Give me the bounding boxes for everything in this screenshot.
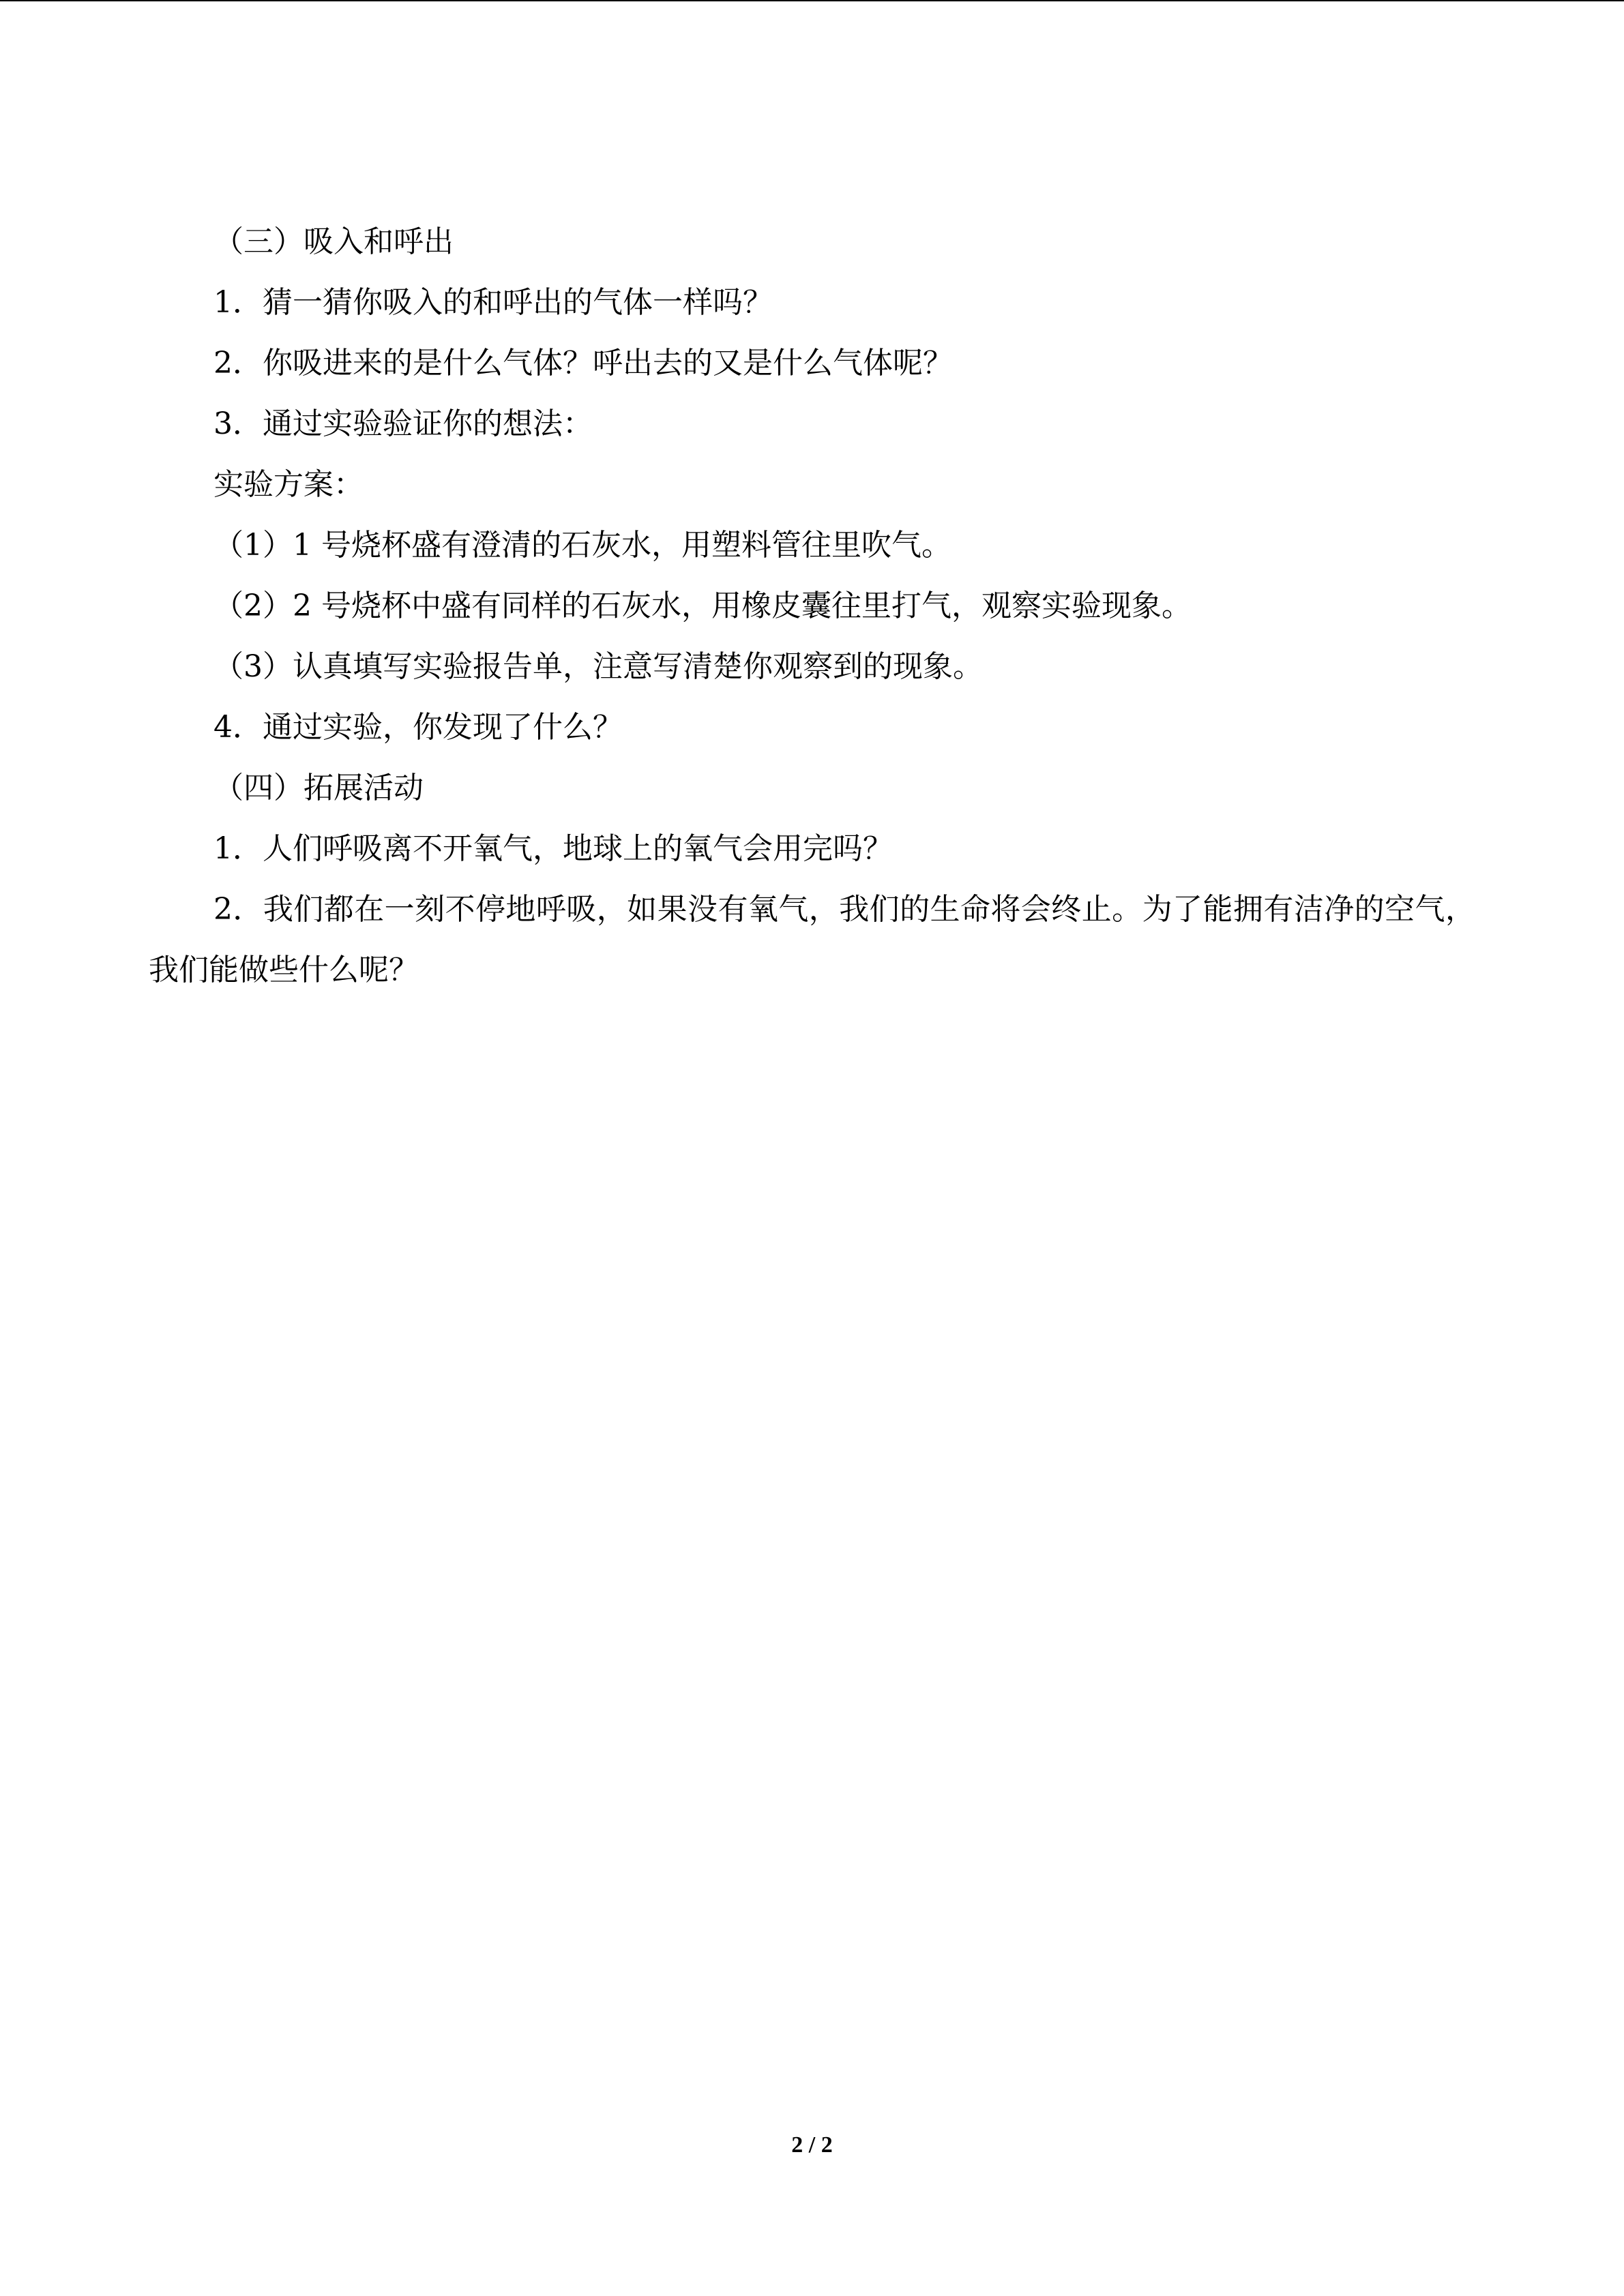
document-body xyxy=(149,211,1475,1000)
experiment-step-3: （3）认真填写实验报告单，注意写清楚你观察到的现象。 xyxy=(213,649,983,684)
question-2: 2．你吸进来的是什么气体？呼出去的又是什么气体呢？ xyxy=(213,346,953,381)
section-heading-4: （四）拓展活动 xyxy=(213,771,424,805)
question-1: 1．猜一猜你吸入的和呼出的气体一样吗？ xyxy=(213,285,773,320)
page-number: 2 / 2 xyxy=(791,2132,833,2158)
question-3: 3．通过实验验证你的想法： xyxy=(213,406,593,441)
experiment-step-1: （1）1 号烧杯盛有澄清的石灰水，用塑料管往里吹气。 xyxy=(213,528,951,563)
section-heading-3: （三）吸入和呼出 xyxy=(213,224,454,259)
top-border-line xyxy=(0,0,1624,1)
experiment-step-2: （2）2 号烧杯中盛有同样的石灰水，用橡皮囊往里打气，观察实验现象。 xyxy=(213,588,1192,623)
extension-question-2: 2．我们都在一刻不停地呼吸，如果没有氧气，我们的生命将会终止。为了能拥有洁净的空气，我们能做些什么呢？ xyxy=(149,892,1475,987)
experiment-plan-label: 实验方案： xyxy=(213,467,364,502)
extension-question-1: 1．人们呼吸离不开氧气，地球上的氧气会用完吗？ xyxy=(213,831,893,866)
question-4: 4．通过实验，你发现了什么？ xyxy=(213,710,623,745)
